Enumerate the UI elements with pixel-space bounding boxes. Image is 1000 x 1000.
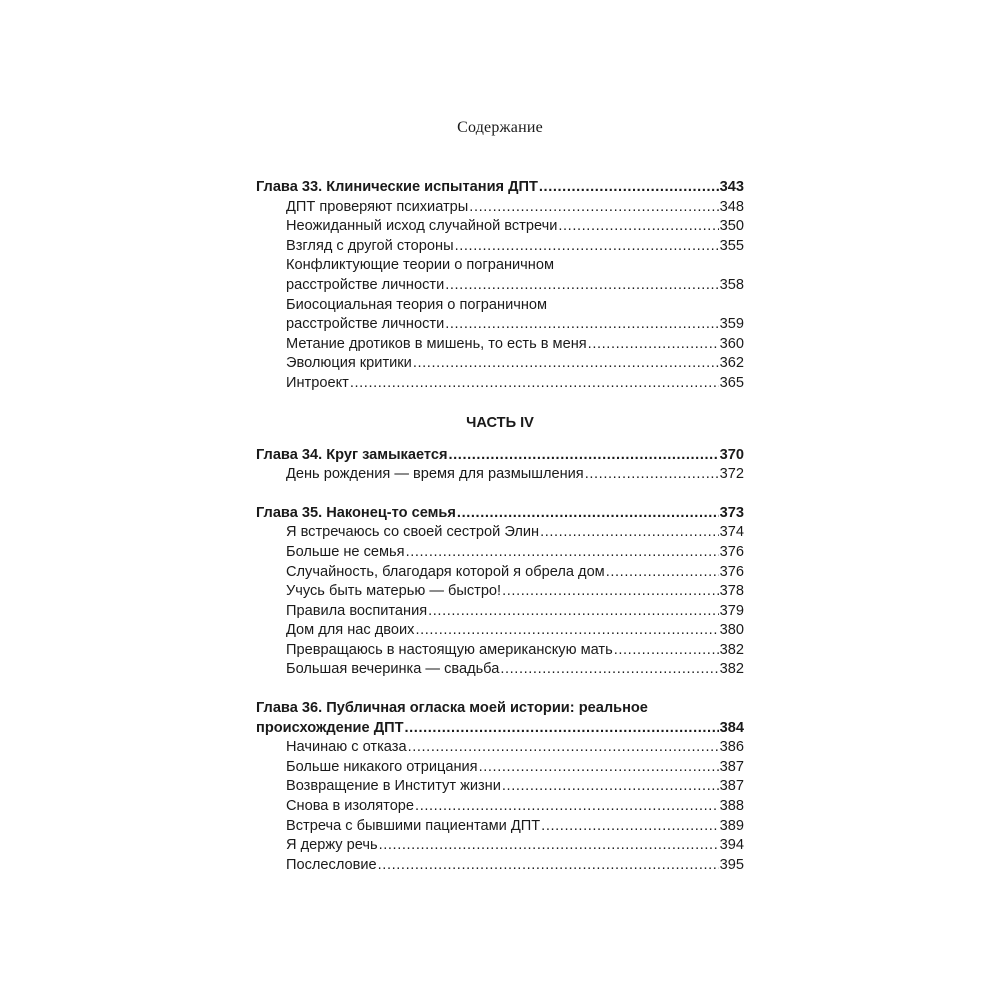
toc-item[interactable]: Метание дротиков в мишень, то есть в меня ..... 360: [256, 335, 744, 355]
toc-item[interactable]: Больше никакого отрицания ..... 387: [256, 758, 744, 778]
toc-chapter-33[interactable]: Глава 33. Клинические испытания ДПТ ..... 343: [256, 178, 744, 198]
toc-item[interactable]: Встреча с бывшими пациентами ДПТ ..... 389: [256, 817, 744, 837]
toc-chapter-35[interactable]: Глава 35. Наконец-то семья ..... 373: [256, 504, 744, 524]
toc-item[interactable]: ДПТ проверяют психиатры ..... 348: [256, 198, 744, 218]
spacer: [256, 485, 744, 504]
toc-item[interactable]: Я держу речь ..... 394: [256, 836, 744, 856]
toc-item[interactable]: Больше не семья ..... 376: [256, 543, 744, 563]
toc-chapter-36-line1[interactable]: Глава 36. Публичная огласка моей истории: реальное: [256, 700, 648, 717]
toc-item[interactable]: Превращаюсь в настоящую американскую мать ..... 382: [256, 641, 744, 661]
toc-item[interactable]: Случайность, благодаря которой я обрела дом ..... 376: [256, 563, 744, 583]
toc-item[interactable]: День рождения — время для размышления ..... 372: [256, 465, 744, 485]
toc-item-line1[interactable]: Биосоциальная теория о пограничном: [286, 296, 548, 313]
part-heading: ЧАСТЬ IV: [466, 414, 534, 431]
toc-item[interactable]: Учусь быть матерью — быстро! ..... 378: [256, 582, 744, 602]
spacer: [256, 680, 744, 699]
toc-item[interactable]: Возвращение в Институт жизни ..... 387: [256, 777, 744, 797]
toc-item[interactable]: Интроект ..... 365: [256, 374, 744, 394]
table-of-contents: [256, 178, 744, 875]
toc-item[interactable]: Взгляд с другой стороны ..... 355: [256, 237, 744, 257]
toc-item[interactable]: Дом для нас двоих ..... 380: [256, 621, 744, 641]
toc-item[interactable]: Послесловие ..... 395: [256, 856, 744, 876]
toc-chapter-36-line2[interactable]: происхождение ДПТ ..... 384: [256, 719, 744, 739]
toc-item[interactable]: Неожиданный исход случайной встречи ..... 350: [256, 217, 744, 237]
spacer: [256, 394, 744, 407]
toc-item[interactable]: Начинаю с отказа ..... 386: [256, 738, 744, 758]
toc-item[interactable]: Большая вечеринка — свадьба ..... 382: [256, 660, 744, 680]
toc-item-line2[interactable]: расстройстве личности ..... 359: [256, 315, 744, 335]
toc-chapter-34[interactable]: Глава 34. Круг замыкается ..... 370: [256, 446, 744, 466]
toc-item[interactable]: Я встречаюсь со своей сестрой Элин ..... 374: [256, 523, 744, 543]
toc-item[interactable]: Снова в изоляторе ..... 388: [256, 797, 744, 817]
toc-item-line1[interactable]: Конфликтующие теории о пограничном: [286, 257, 554, 274]
toc-item-line2[interactable]: расстройстве личности ..... 358: [256, 276, 744, 296]
toc-item[interactable]: Эволюция критики ..... 362: [256, 354, 744, 374]
page-title: Содержание: [457, 119, 543, 136]
toc-item[interactable]: Правила воспитания ..... 379: [256, 602, 744, 622]
spacer: [256, 433, 744, 446]
